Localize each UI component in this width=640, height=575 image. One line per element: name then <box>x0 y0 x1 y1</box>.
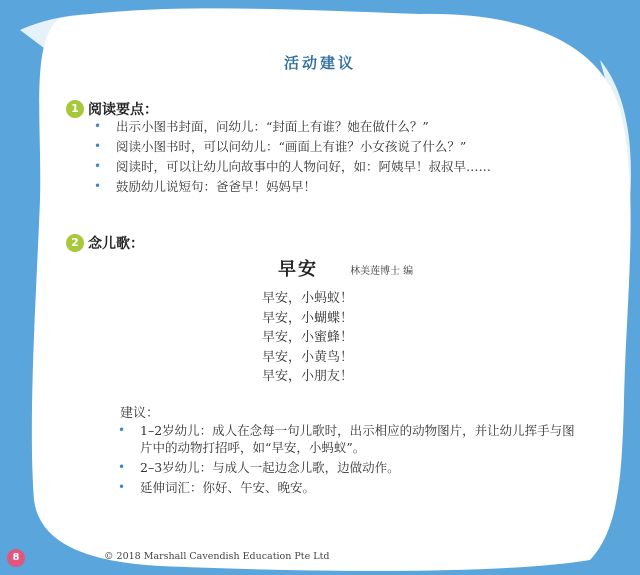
bullet-icon: • <box>94 179 102 193</box>
bullet-icon: • <box>94 139 102 153</box>
poem-author: 林美莲博士 编 <box>350 266 414 277</box>
list-item: • 出示小图书封面，问幼儿：“封面上有谁？她在做什么？” <box>94 119 429 134</box>
section-heading: 阅读要点： <box>88 101 158 118</box>
poem-line: 早安，小蜜蜂！ <box>262 330 354 345</box>
bullet-icon: • <box>94 119 102 133</box>
suggestions-list <box>116 422 578 499</box>
poem-line: 早安，小黄鸟！ <box>262 349 354 365</box>
page-number-badge: 8 <box>7 549 25 567</box>
poem-title: 早安 <box>278 259 318 280</box>
page-title: 活动建议 <box>283 54 356 72</box>
poem-line: 早安，小蝴蝶！ <box>262 310 354 326</box>
section-nursery-rhyme <box>66 232 144 253</box>
bullet-icon: • <box>118 423 126 437</box>
list-item: • 阅读时，可以让幼儿向故事中的人物问好，如：阿姨早！叔叔早…… <box>94 159 492 174</box>
poem-line: 早安，小蚂蚁！ <box>262 291 354 306</box>
list-item: • 2–3岁幼儿：与成人一起边念儿歌，边做动作。 <box>118 460 400 475</box>
list-item: • 阅读小图书时，可以问幼儿：“画面上有谁？小女孩说了什么？” <box>94 139 467 154</box>
list-item: • 鼓励幼儿说短句：爸爸早！妈妈早！ <box>94 179 317 194</box>
section-heading: 念儿歌： <box>88 235 144 252</box>
section-reading-points <box>66 98 158 119</box>
bullet-icon: • <box>118 480 126 494</box>
reading-points-list <box>92 118 562 198</box>
copyright-footer: © 2018 Marshall Cavendish Education Pte Ltd <box>104 551 330 562</box>
poem-body <box>262 289 353 387</box>
section-number-badge: 2 <box>66 234 84 252</box>
list-item: • 延伸词汇：你好、午安、晚安。 <box>118 480 316 495</box>
section-number-badge: 1 <box>66 100 84 118</box>
bullet-icon: • <box>118 460 126 474</box>
list-item: • 1–2岁幼儿：成人在念每一句儿歌时，出示相应的动物图片，并让幼儿挥手与图片中的动物打招呼，如“早安，小蚂蚁”。 <box>118 423 575 455</box>
poem-line: 早安，小朋友！ <box>262 369 354 384</box>
bullet-icon: • <box>94 159 102 173</box>
suggestion-label: 建议： <box>120 406 160 421</box>
